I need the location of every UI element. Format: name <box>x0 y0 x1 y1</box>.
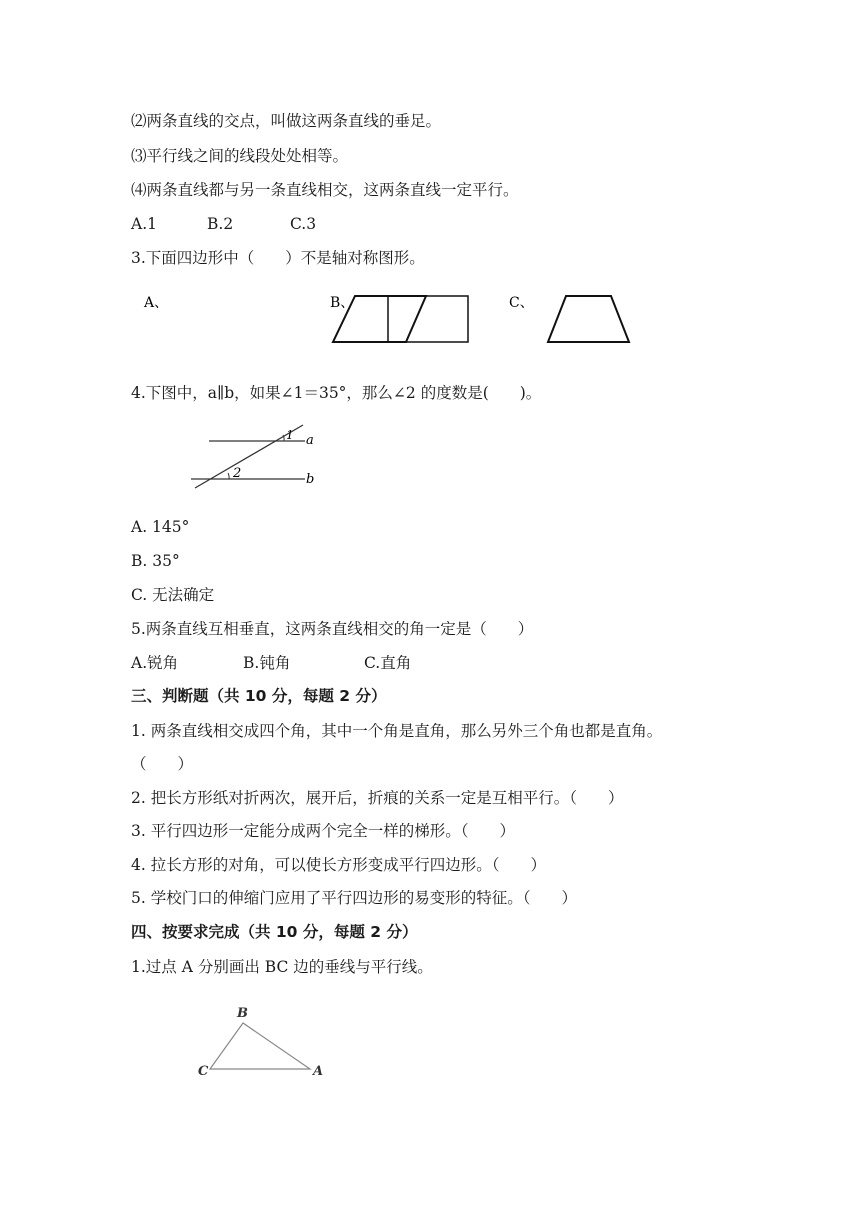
point-c-label: C <box>198 1064 209 1079</box>
q4-stem: 4.下图中，a∥b，如果∠1＝35°，那么∠2 的度数是( )。 <box>131 384 542 402</box>
q2-option-a: A.1 <box>131 215 157 233</box>
q5-options <box>131 653 411 673</box>
angle-2-arc <box>228 473 229 479</box>
q5-option-c: C.直角 <box>364 654 412 672</box>
q2-option-b: B.2 <box>207 215 234 233</box>
section-4-title: 四、按要求完成（共 10 分，每题 2 分） <box>131 923 418 941</box>
q2-statement-2: ⑵两条直线的交点，叫做这两条直线的垂足。 <box>131 112 442 130</box>
q5-stem: 5.两条直线互相垂直，这两条直线相交的角一定是（ ） <box>131 620 534 638</box>
q4-option-c: C. 无法确定 <box>131 586 215 604</box>
task-1: 1.过点 A 分别画出 BC 边的垂线与平行线。 <box>131 958 433 976</box>
q5-option-b: B.钝角 <box>243 654 291 672</box>
judge-item-5: 5. 学校门口的伸缩门应用了平行四边形的易变形的特征。（ ） <box>131 889 577 907</box>
q4-option-a: A. 145° <box>131 518 190 536</box>
line-b-label: b <box>306 472 315 487</box>
q5-option-a: A.锐角 <box>131 654 179 672</box>
q2-options <box>131 214 316 234</box>
point-a-label: A <box>313 1064 324 1079</box>
trapezoid-shape <box>548 296 629 342</box>
angle-2-label: 2 <box>233 466 242 481</box>
section-3-title: 三、判断题（共 10 分，每题 2 分） <box>131 687 387 705</box>
angle-1-label: 1 <box>286 428 294 442</box>
q4-parallel-lines-figure <box>185 420 330 495</box>
judge-item-1-paren: （ ） <box>131 755 194 773</box>
angle-1-arc <box>283 435 284 441</box>
judge-item-4: 4. 拉长方形的对角，可以使长方形变成平行四边形。（ ） <box>131 856 546 874</box>
q3-label-c: C、 <box>509 295 534 311</box>
q2-statement-3: ⑶平行线之间的线段处处相等。 <box>131 147 349 165</box>
q3-label-b: B、 <box>330 295 355 311</box>
triangle-figure <box>190 1000 335 1085</box>
triangle-abc <box>210 1023 310 1069</box>
q3-stem: 3.下面四边形中（ ）不是轴对称图形。 <box>131 249 425 267</box>
point-b-label: B <box>237 1006 248 1021</box>
judge-item-1: 1. 两条直线相交成四个角，其中一个角是直角，那么另外三个角也都是直角。 <box>131 722 663 740</box>
q2-statement-4: ⑷两条直线都与另一条直线相交，这两条直线一定平行。 <box>131 181 519 199</box>
judge-item-2: 2. 把长方形纸对折两次，展开后，折痕的关系一定是互相平行。（ ） <box>131 789 624 807</box>
judge-item-3: 3. 平行四边形一定能分成两个完全一样的梯形。（ ） <box>131 822 515 840</box>
q4-option-b: B. 35° <box>131 552 180 570</box>
line-a-label: a <box>306 433 314 448</box>
q3-shapes-figure <box>130 285 650 350</box>
q3-label-a: A、 <box>144 295 169 311</box>
q2-option-c: C.3 <box>290 215 317 233</box>
rectangle-shape <box>388 296 468 342</box>
